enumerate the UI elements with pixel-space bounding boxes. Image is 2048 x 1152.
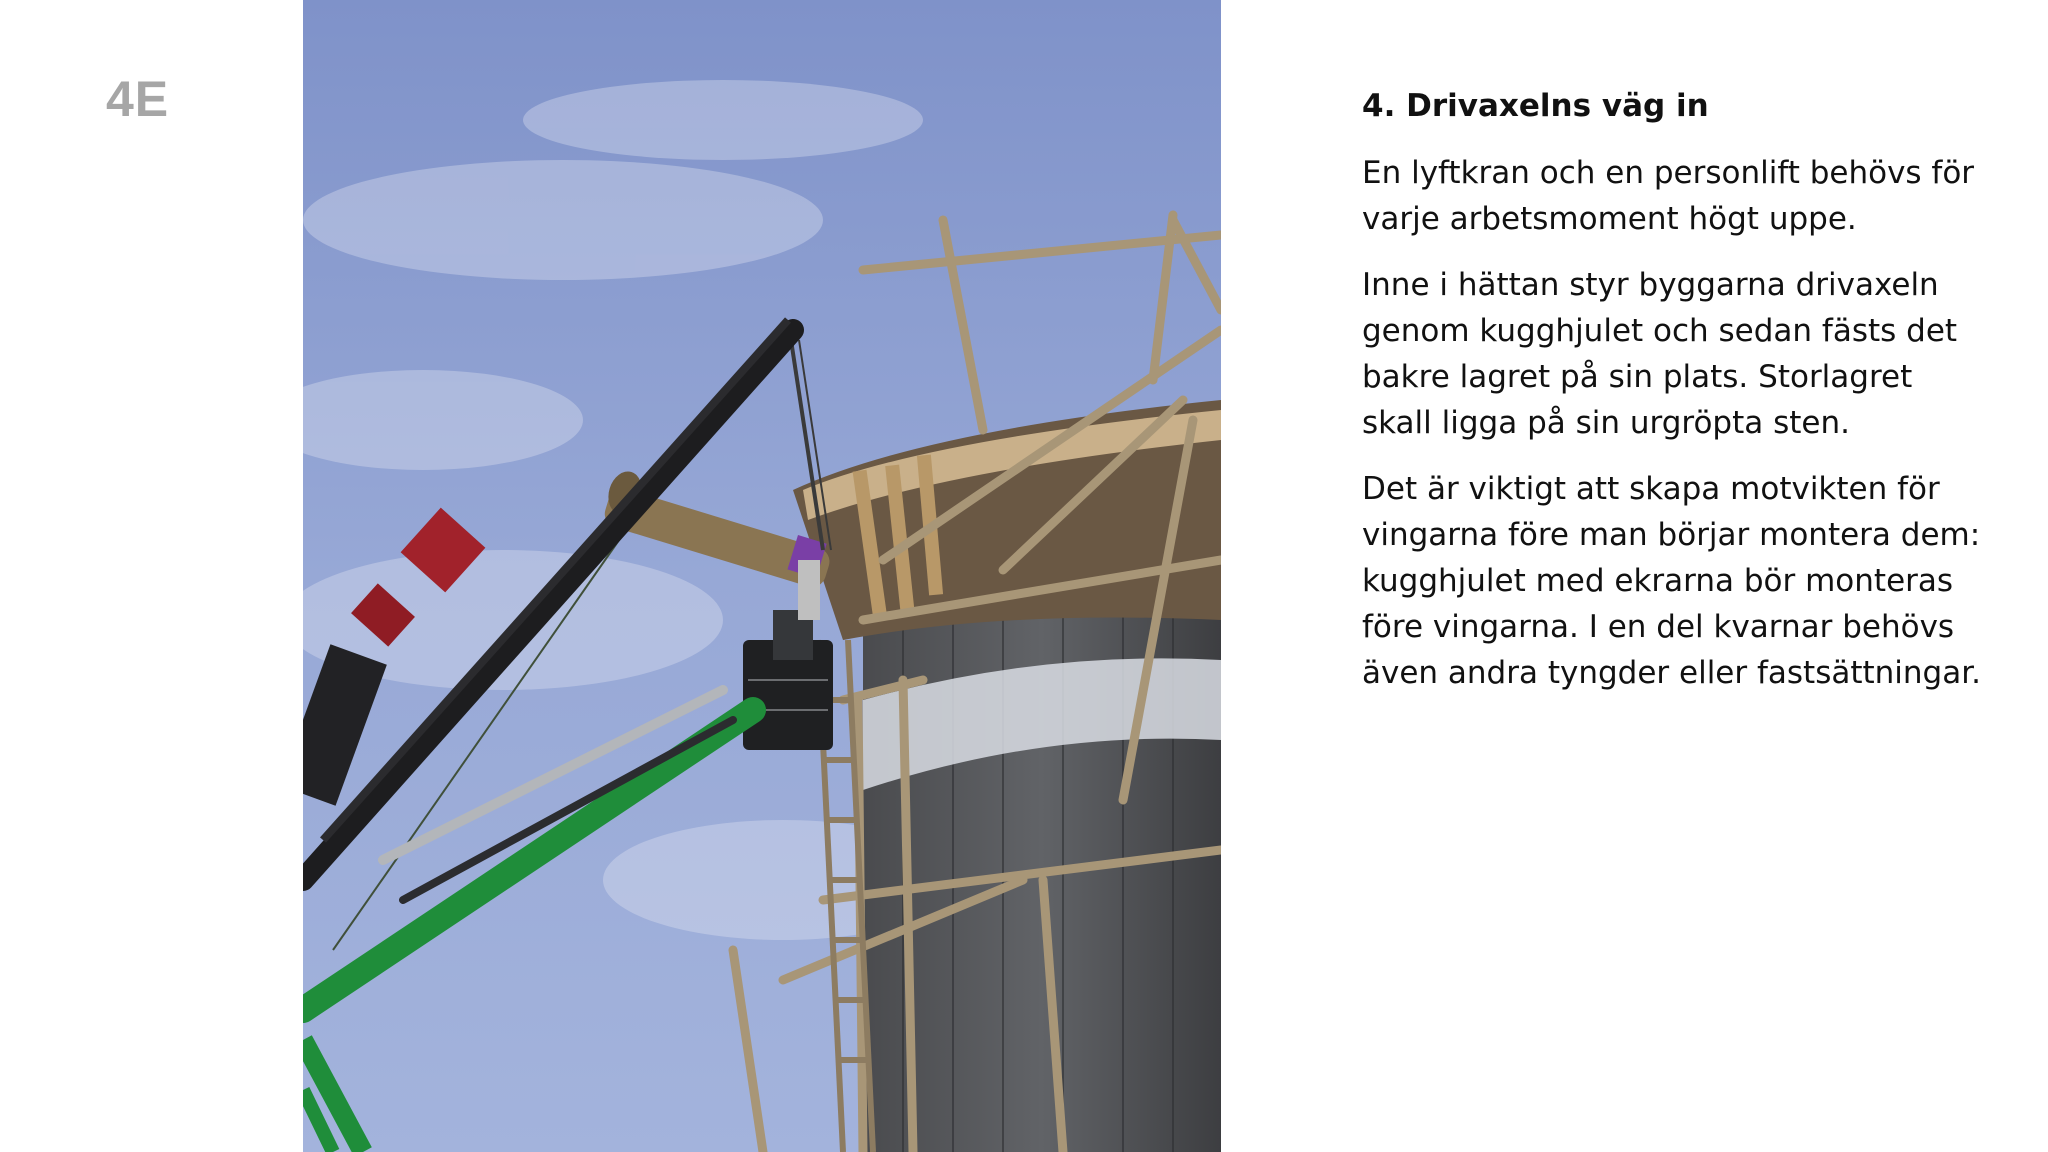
windmill-crane-photo <box>303 0 1221 1152</box>
paragraph: En lyftkran och en personlift behövs för varje arbetsmoment högt uppe. <box>1362 155 1975 237</box>
paragraph: Det är viktigt att skapa motvikten för vingarna före man börjar montera dem: kugghjulet med ekrarna bör monteras före vingarna. I en del kvarnar behövs även andra tyngder eller fastsättningar. <box>1362 471 1981 691</box>
slide-number-label: 4E <box>106 71 170 127</box>
section-heading: 4. Drivaxelns väg in <box>1362 88 1709 124</box>
paragraph: Inne i hättan styr byggarna drivaxeln genom kugghjulet och sedan fästs det bakre lagret på sin plats. Storlagret skall ligga på sin urgröpta sten. <box>1362 267 1958 441</box>
content-column <box>1362 84 1982 716</box>
